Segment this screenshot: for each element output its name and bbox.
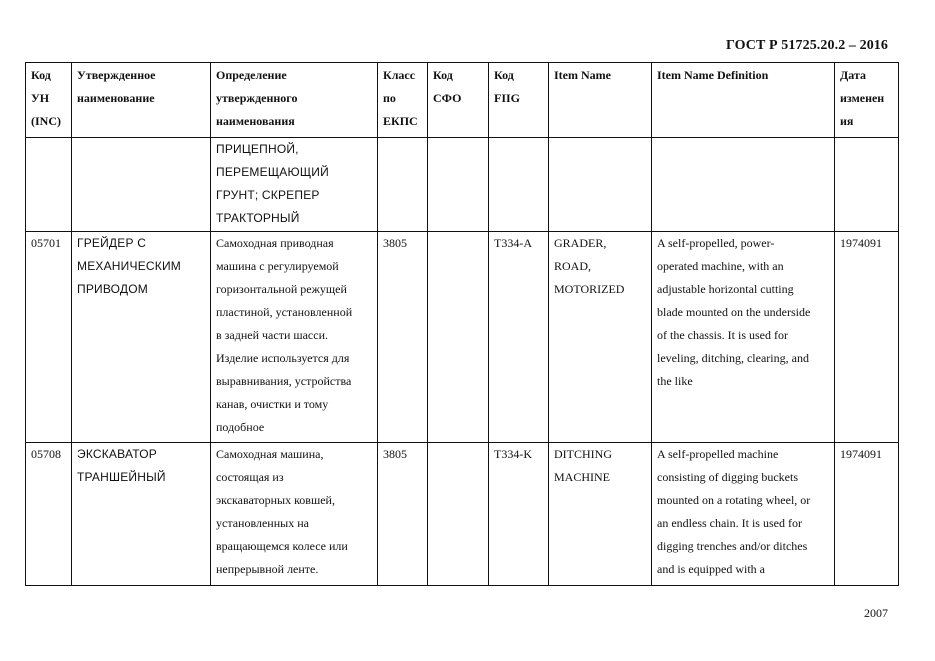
- table-row: [26, 232, 899, 443]
- cell-inc: 05701: [26, 232, 72, 443]
- table-header-row: [26, 63, 899, 138]
- cell-date: 1974091: [835, 232, 899, 443]
- cell-fiig: T334-K: [489, 443, 549, 586]
- cell-sfo: [428, 232, 489, 443]
- table-row: [26, 443, 899, 586]
- cell-approved-name: [72, 138, 211, 232]
- column-header-fiig: Код FIIG: [489, 63, 549, 138]
- cell-approved-name: ГРЕЙДЕР С МЕХАНИЧЕСКИМ ПРИВОДОМ: [72, 232, 211, 443]
- cell-item-name: GRADER, ROAD, MOTORIZED: [549, 232, 652, 443]
- cell-item-name: [549, 138, 652, 232]
- cell-definition: Самоходная машина, состоящая из экскаваторных ковшей, установленных на вращающемся колесе или непрерывной ленте.: [211, 443, 378, 586]
- cell-fiig: [489, 138, 549, 232]
- cell-item-name: DITCHING MACHINE: [549, 443, 652, 586]
- page-number: 2007: [864, 606, 888, 620]
- column-header-approved-name: Утвержденное наименование: [72, 63, 211, 138]
- column-header-sfo: Код СФО: [428, 63, 489, 138]
- document-standard-header: ГОСТ Р 51725.20.2 – 2016: [725, 38, 888, 53]
- cell-item-definition: A self-propelled machine consisting of digging buckets mounted on a rotating wheel, or an endless chain. It is used for digging trenches and/or ditches and is equipped with a: [652, 443, 835, 586]
- column-header-item-definition: Item Name Definition: [652, 63, 835, 138]
- column-header-date: Дата изменен ия: [835, 63, 899, 138]
- cell-inc: [26, 138, 72, 232]
- cell-date: [835, 138, 899, 232]
- cell-item-definition: A self-propelled, power- operated machine, with an adjustable horizontal cutting blade mounted on the underside of the chassis. It is used for leveling, ditching, clearing, and the like: [652, 232, 835, 443]
- cell-date: 1974091: [835, 443, 899, 586]
- nomenclature-table: [25, 62, 899, 586]
- cell-sfo: [428, 138, 489, 232]
- cell-class: 3805: [378, 232, 428, 443]
- cell-class: 3805: [378, 443, 428, 586]
- cell-sfo: [428, 443, 489, 586]
- cell-definition: Самоходная приводная машина с регулируемой горизонтальной режущей пластиной, установленной в задней части шасси. Изделие используется для выравнивания, устройства канав, очистки и тому подобное: [211, 232, 378, 443]
- cell-inc: 05708: [26, 443, 72, 586]
- column-header-class: Класс по ЕКПС: [378, 63, 428, 138]
- cell-approved-name: ЭКСКАВАТОР ТРАНШЕЙНЫЙ: [72, 443, 211, 586]
- table-row: [26, 138, 899, 232]
- cell-definition: ПРИЦЕПНОЙ, ПЕРЕМЕЩАЮЩИЙ ГРУНТ; СКРЕПЕР ТРАКТОРНЫЙ: [211, 138, 378, 232]
- cell-fiig: T334-A: [489, 232, 549, 443]
- column-header-inc: Код УН (INC): [26, 63, 72, 138]
- column-header-item-name: Item Name: [549, 63, 652, 138]
- cell-item-definition: [652, 138, 835, 232]
- cell-class: [378, 138, 428, 232]
- column-header-definition: Определение утвержденного наименования: [211, 63, 378, 138]
